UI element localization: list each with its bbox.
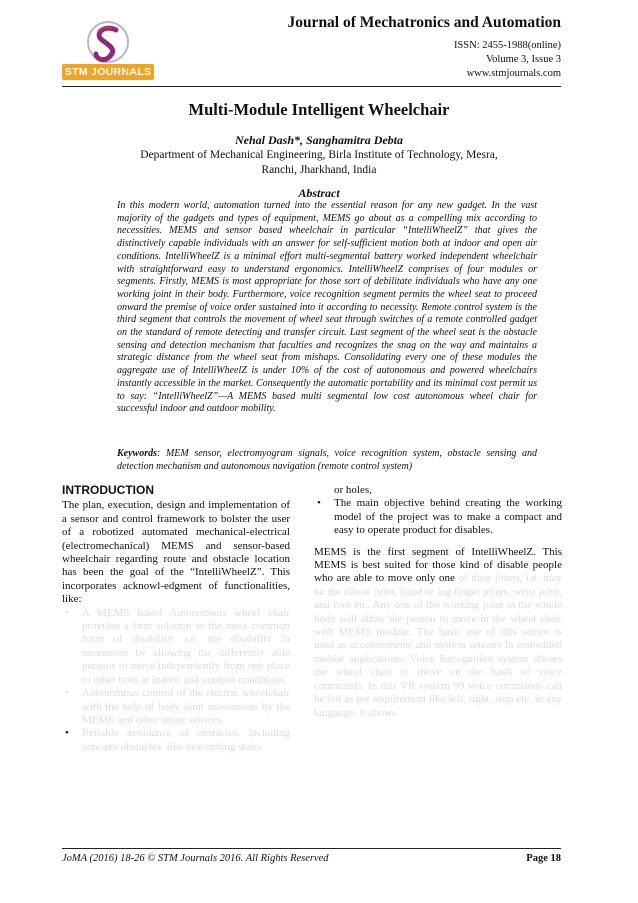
- mems-paragraph: [314, 546, 562, 720]
- journal-website: www.stmjournals.com: [466, 68, 561, 79]
- header-rule: [62, 86, 561, 87]
- left-column: [62, 484, 290, 754]
- affiliation-line-1: Department of Mechanical Engineering, Birla Institute of Technology, Mesra,: [140, 149, 498, 161]
- volume-issue: Volume 3, Issue 3: [485, 54, 561, 65]
- paper-title: Multi-Module Intelligent Wheelchair: [188, 100, 450, 119]
- introduction-heading: INTRODUCTION: [62, 483, 154, 497]
- list-item-text: A MEMS based Autonomous wheel chair provides a firm solution to the most common form of disability, i.e. the disability in movement by allowing the differently able persons to move independently from one place to other both at indoor and outdoor conditions.: [82, 606, 290, 686]
- footer-rule: [62, 848, 561, 849]
- keywords-label: Keywords: [117, 448, 157, 459]
- keywords-text: : MEM sensor, electromyogram signals, voice recognition system, obstacle sensing and detection mechanism and autonomous navigation (remote control system): [117, 448, 537, 472]
- list-item-text: Reliable avoidance of obstacles, including concave obstacles, like descending stairs: [82, 727, 290, 753]
- abstract-text: In this modern world, automation turned into the essential reason for any new gadget. In the vast majority of the gadgets and types of equipment, MEMS go about as a compelling mix according to necessities. MEMS and sensor based wheelchair in particular “IntelliWheelZ” that gives the distinctively capable individuals with an answer for self-sufficient motion both at indoor and open air conditions. IntelliWheelZ is a minimal effort multi-segmental battery worked independent wheelchair with straightforward easy to understand ergonomics. IntelliWheelZ comprises of four modules or segments. Firstly, MEMS is most appropriate for those sort of debilitate individuals who have any one working joint in their body. Furthermore, voice recognition segment permits the wheel seat to proceed onward the premise of voice order sustained into it according to necessity. Remote control system is the third segment that controls the movement of wheel seat through switches of a remote controlled gadget on the standard of remote detecting and transfer circuit. Last segment of the wheel seat is the obstacle sensing and detection mechanism that faculties and recognizes the snag on the way and maintains a strategic distance from the wheel seat from mishaps. Consolidating every one of these modules the aggregate use of IntelliWheelZ is under 10% of the cost of autonomous and powered wheelchairs instantly accessible in the market. Consequently the automatic portability and its minimal cost permit us to say: “IntelliWheelZ”—A MEMS based multi segmental low cost autonomous wheel chair for successful indoor and outdoor mobility.: [117, 200, 537, 415]
- stm-journals-logo: [62, 20, 154, 80]
- stm-swirl-icon: [86, 20, 130, 64]
- authors: Nehal Dash*, Sanghamitra Debta: [234, 133, 404, 147]
- objective-list: [314, 497, 562, 537]
- journal-meta: [454, 39, 561, 81]
- list-item-text: Autonomous control of the electric wheelchair with the help of body joint movements by the MEMS and other smart sensors.: [82, 687, 290, 726]
- abstract-heading: Abstract: [298, 186, 340, 200]
- issn: ISSN: 2455-1988(online): [453, 40, 561, 51]
- logo-text: STM JOURNALS: [62, 64, 154, 80]
- list-item: [62, 727, 290, 754]
- bullet-icon: •: [65, 606, 69, 619]
- continued-bullet-text: or holes,: [334, 484, 372, 496]
- functionality-list: [62, 607, 290, 754]
- page-number: Page 18: [526, 853, 561, 864]
- bullet-icon: •: [65, 687, 69, 700]
- paragraph-gap: [314, 538, 562, 546]
- list-item-text: The main objective behind creating the working model of the project was to make a compact and easy to operate product for disables.: [334, 497, 562, 537]
- bullet-icon: •: [65, 727, 69, 740]
- introduction-paragraph: The plan, execution, design and implementation of a sensor and control framework to bolster the user of a robotized automated mechanical-electrical (electromechanical) MEMS and sensor-based wheelchair regarding route and obstacle location has been the goal of the “IntelliWheelZ”. This incorporates acknowl-edgment of functionalities, like:: [62, 499, 290, 606]
- list-item: [314, 497, 562, 537]
- mems-paragraph-visible: MEMS is the first segment of IntelliWheelZ. This MEMS is best suited for those kind of disable people who are able to move only one: [314, 545, 562, 585]
- affiliation: [130, 148, 508, 178]
- list-item: [62, 687, 290, 727]
- footer-citation: JoMA (2016) 18-26 © STM Journals 2016. All Rights Reserved: [62, 853, 329, 864]
- list-item: [62, 607, 290, 687]
- bullet-icon: •: [317, 497, 321, 510]
- keywords: [117, 447, 537, 473]
- mems-paragraph-faded: of their joints, i.e. may be the elbow joint, hand or leg finger joints, wrist joint, and foot etc. Any one of the working joint in the whole body will allow the person to move in the wheel chair with MEMS module. The basic use of this sensor is used as accelerometer and motion sensors in embedded mobile applications. Voice Recognition system allows the wheel chair to move on the basis of voice commands. In this VR system 99 voice commands can be fed as per requirement like left, right, stop etc. in any language. It shows: [314, 572, 562, 719]
- right-column: [314, 484, 562, 720]
- affiliation-line-2: Ranchi, Jharkhand, India: [261, 164, 377, 176]
- journal-title: Journal of Mechatronics and Automation: [287, 14, 561, 31]
